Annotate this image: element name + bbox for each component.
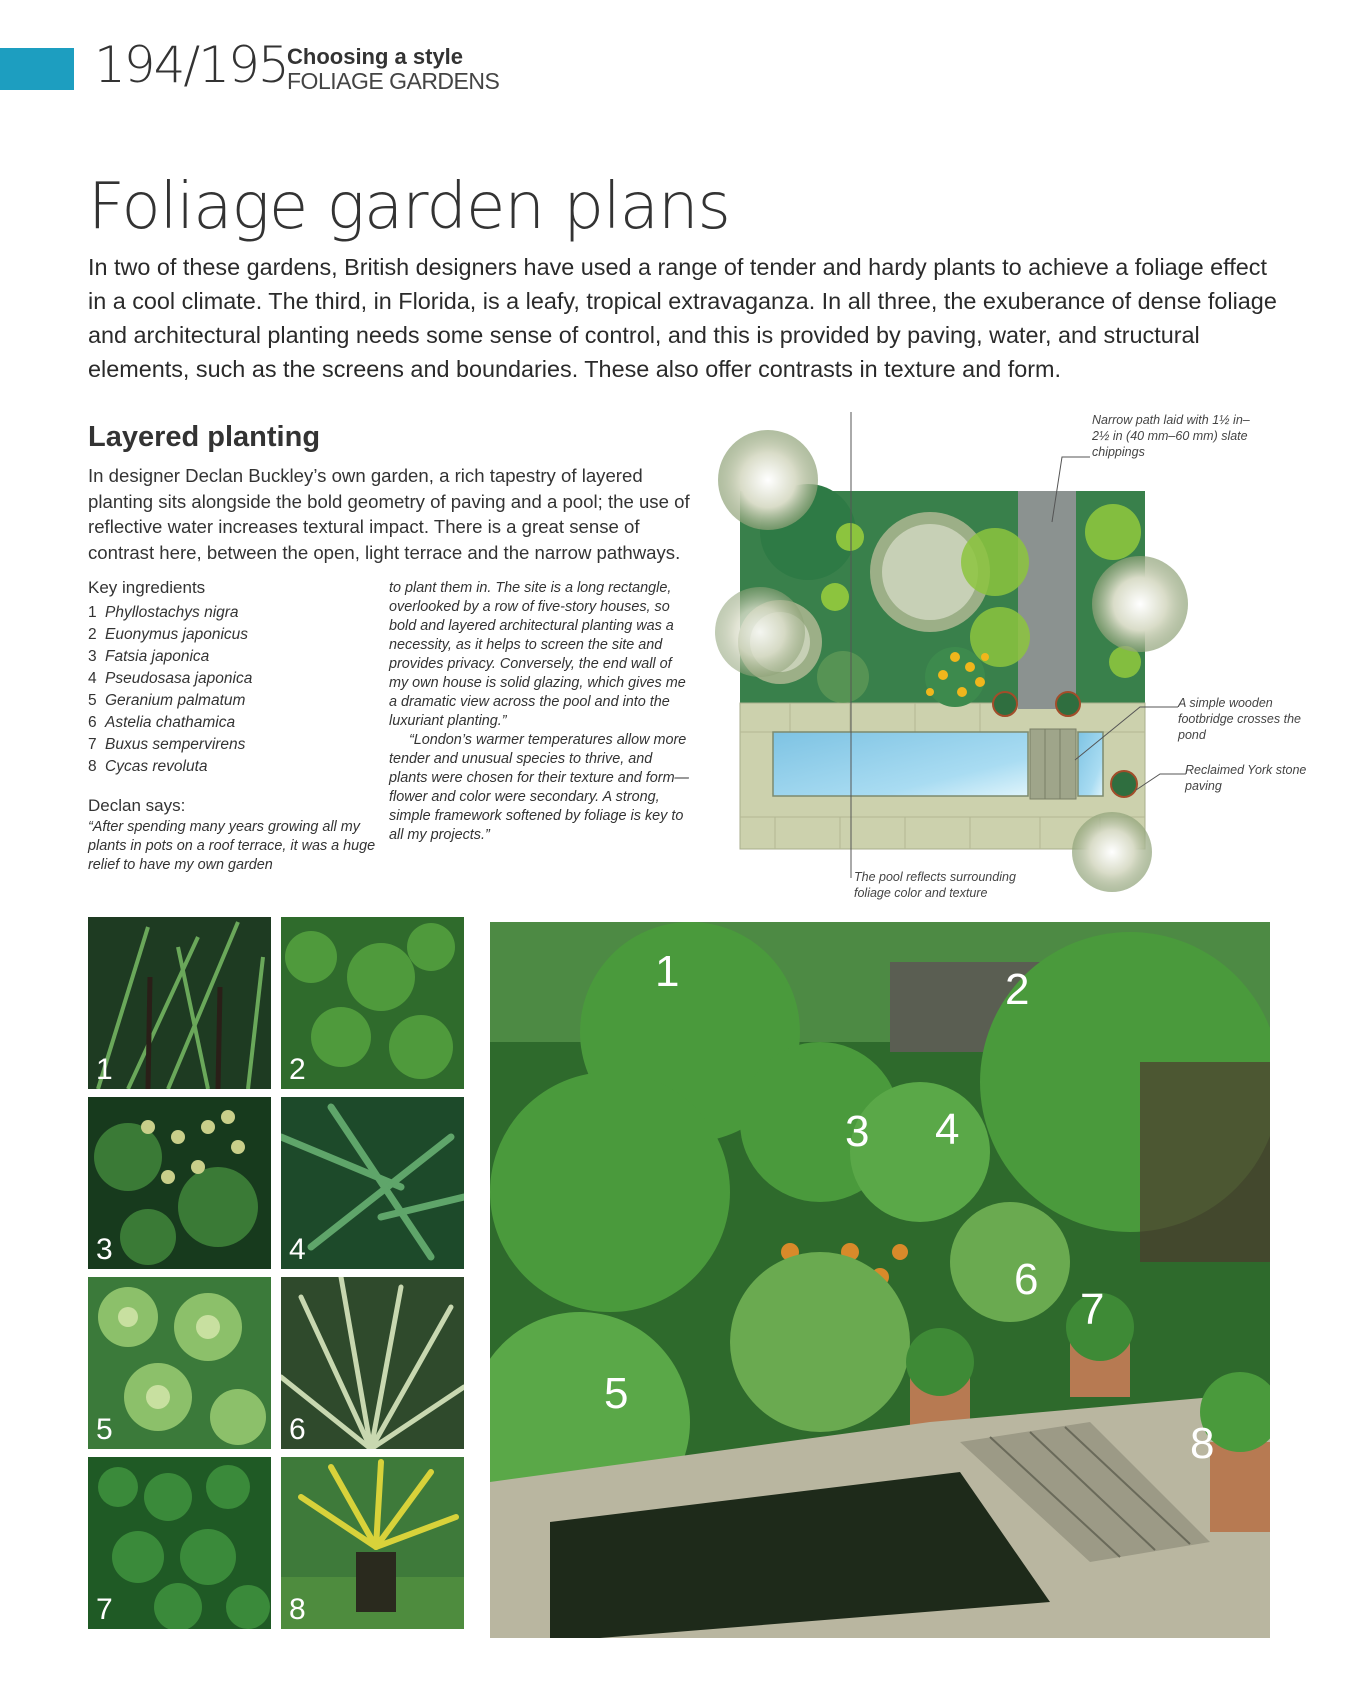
page-title: Foliage garden plans (88, 170, 730, 244)
ingredient-item: 8 Cycas revoluta (88, 758, 208, 775)
thumbnail-number: 4 (289, 1233, 306, 1266)
garden-photograph (490, 922, 1270, 1638)
ingredient-item: 7 Buxus sempervirens (88, 736, 246, 753)
photo-label: 2 (1005, 965, 1030, 1014)
quote-paragraph: to plant them in. The site is a long rectangle, overlooked by a row of five-story houses, so bold and layered architectural planting was a necessity, as it helps to screen the site and provides privacy. Conversely, the end wall of my own house is solid glazing, which gives me a dramatic view across the pool and into the luxuriant planting.” (389, 580, 686, 729)
section-title: Choosing a style (287, 44, 464, 69)
thumbnail-number: 7 (96, 1593, 113, 1626)
quote-paragraph: “London’s warmer temperatures allow more tender and unusual species to thrive, and plants were chosen for their texture and form—flower and color were secondary. A strong, simple framework softened by foliage is key to all my projects.” (389, 732, 689, 843)
layered-planting-heading: Layered planting (88, 421, 321, 453)
thumbnail-fatsia (88, 1097, 271, 1269)
thumbnail-euonymus (281, 917, 464, 1089)
thumbnail-number: 1 (96, 1053, 113, 1086)
thumbnail-number: 2 (289, 1053, 306, 1086)
ingredient-item: 2 Euonymus japonicus (88, 626, 249, 643)
layered-planting-lede: In designer Declan Buckley’s own garden, a rich tapestry of layered planting sits alongside the bold geometry of paving and a pool; the use of reflective water increases textural impact. There is a great sense of contrast here, between the open, light terrace and the narrow pathways. (88, 465, 690, 563)
thumbnail-buxus (88, 1457, 271, 1629)
page-tab-marker (0, 48, 74, 90)
key-ingredients-title: Key ingredients (88, 578, 206, 597)
thumbnail-number: 8 (289, 1593, 306, 1626)
photo-label: 8 (1190, 1419, 1215, 1468)
thumbnail-number: 6 (289, 1413, 306, 1446)
thumbnail-pseudosasa (281, 1097, 464, 1269)
declan-says-title: Declan says: (88, 796, 186, 815)
ingredient-item: 3 Fatsia japonica (88, 648, 210, 665)
garden-plan-illustration (700, 412, 1280, 902)
ingredient-item: 6 Astelia chathamica (88, 714, 236, 731)
plan-label-paving: Reclaimed York stone paving (1185, 763, 1307, 793)
thumbnail-number: 5 (96, 1413, 113, 1446)
ingredient-item: 5 Geranium palmatum (88, 692, 246, 709)
quote-column-2 (389, 579, 689, 845)
quote-column-1: “After spending many years growing all my plants in pots on a roof terrace, it was a huge relief to have my own garden (88, 819, 376, 873)
thumbnail-number: 3 (96, 1233, 113, 1266)
photo-label: 4 (935, 1105, 960, 1154)
thumbnail-bamboo (88, 917, 271, 1089)
thumbnail-geranium (88, 1277, 271, 1449)
photo-label: 5 (604, 1369, 629, 1418)
photo-label: 1 (655, 947, 680, 996)
photo-label: 3 (845, 1107, 870, 1156)
thumbnail-cycas (281, 1457, 464, 1629)
photo-label: 6 (1014, 1255, 1039, 1304)
plan-label-footbridge: A simple wooden footbridge crosses the pond (1178, 696, 1301, 742)
photo-label: 7 (1080, 1285, 1105, 1334)
thumbnail-astelia (281, 1277, 464, 1449)
plan-label-pool: The pool reflects surrounding foliage color and texture (854, 870, 1016, 900)
subsection-title: FOLIAGE GARDENS (287, 68, 500, 94)
key-ingredients-list (88, 602, 252, 778)
ingredient-item: 1 Phyllostachys nigra (88, 604, 239, 621)
ingredient-item: 4 Pseudosasa japonica (88, 670, 253, 687)
page-numbers: 194/195 (94, 36, 288, 94)
intro-paragraph: In two of these gardens, British designers have used a range of tender and hardy plants to achieve a foliage effect in a cool climate. The third, in Florida, is a leafy, tropical extravaganza. In all three, the exuberance of dense foliage and architectural planting needs some sense of control, and this is provided by paving, water, and structural elements, such as the screens and boundaries. These also offer contrasts in texture and form. (88, 254, 1277, 382)
plan-label-path: Narrow path laid with 1½ in–2½ in (40 mm–60 mm) slate chippings (1092, 413, 1250, 459)
